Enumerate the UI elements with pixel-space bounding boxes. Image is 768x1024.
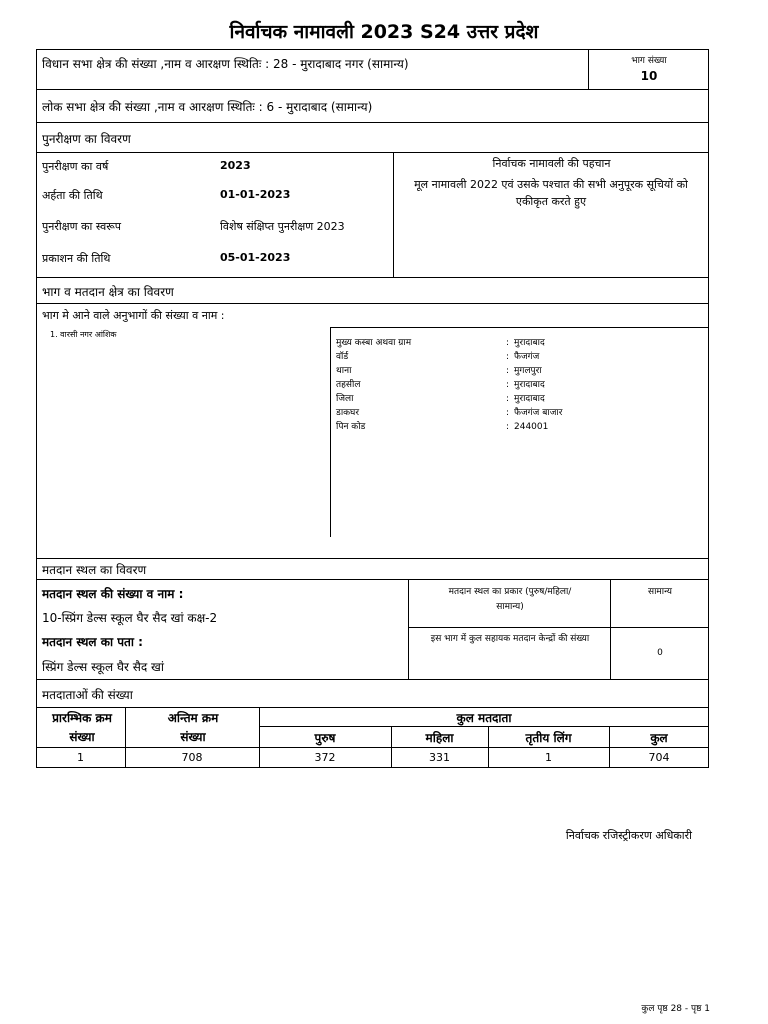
revision-year-label: पुनरीक्षण का वर्ष: [42, 160, 109, 173]
page-footer: कुल पृष्ठ 28 - पृष्ठ 1: [641, 1004, 710, 1014]
detail-row-district: जिला : मुरादाबाद: [336, 394, 545, 404]
auxiliary-stations-value: 0: [657, 648, 663, 658]
revision-heading-row: [36, 122, 709, 153]
revision-type-label: पुनरीक्षण का स्वरूप: [42, 220, 122, 233]
col-third-gender: तृतीय लिंग: [525, 731, 572, 745]
detail-row-pin-code: पिन कोड : 244001: [336, 422, 549, 432]
lok-sabha-constituency: लोक सभा क्षेत्र की संख्या ,नाम व आरक्षण स्थितिः : 6 - मुरादाबाद (सामान्य): [42, 100, 373, 114]
page-title: निर्वाचक नामावली 2023 S24 उत्तर प्रदेश: [229, 21, 539, 43]
sections-subheading: भाग मे आने वाले अनुभागों की संख्या व नाम :: [42, 309, 225, 322]
part-number: 10: [640, 69, 658, 83]
polling-heading: मतदान स्थल का विवरण: [42, 563, 147, 577]
polling-station-label: मतदान स्थल की संख्या व नाम :: [42, 587, 184, 601]
area-details-table: [336, 336, 562, 434]
polling-address-label: मतदान स्थल का पता :: [42, 635, 143, 649]
detail-row-town: मुख्य कस्बा अथवा ग्राम : मुरादाबाद: [336, 338, 545, 348]
col-total: कुल: [650, 731, 668, 745]
station-type-label: मतदान स्थल का प्रकार (पुरुष/महिला/सामान्य): [448, 587, 572, 612]
detail-row-post-office: डाकघर : फैजगंज बाजार: [336, 408, 563, 418]
cell-start-serial: 1: [77, 751, 84, 764]
polling-address-value: स्प्रिंग डेल्स स्कूल घैर सैद खां: [42, 660, 164, 674]
qualifying-date-value: 01-01-2023: [220, 188, 291, 201]
cell-total: 704: [648, 751, 670, 764]
section-item: 1. वारसी नगर आंशिक: [50, 330, 117, 339]
detail-row-tehsil: तहसील : मुरादाबाद: [336, 380, 545, 390]
polling-station-value: 10-स्प्रिंग डेल्स स्कूल घैर सैद खां कक्ष-2: [42, 611, 218, 625]
detail-row-ward: वॉर्ड : फैजगंज: [336, 352, 540, 362]
auxiliary-stations-label: इस भाग में कुल सहायक मतदान केन्द्रों की संख्या: [430, 634, 590, 644]
publication-date-value: 05-01-2023: [220, 251, 291, 264]
roll-identity-text: मूल नामावली 2022 एवं उसके पश्चात की सभी अनुपूरक सूचियों को एकीकृत करते हुए: [414, 178, 688, 208]
signature-designation: निर्वाचक रजिस्ट्रीकरण अधिकारी: [565, 829, 692, 842]
voters-heading: मतदाताओं की संख्या: [42, 688, 133, 702]
col-male: पुरुष: [314, 731, 336, 745]
cell-third-gender: 1: [545, 751, 552, 764]
revision-year-value: 2023: [220, 159, 251, 172]
detail-row-police-station: थाना : मुगलपुरा: [336, 366, 542, 376]
assembly-constituency: विधान सभा क्षेत्र की संख्या ,नाम व आरक्षण स्थितिः : 28 - मुरादाबाद नगर (सामान्य): [42, 57, 409, 71]
col-end-serial: अन्तिम क्रम संख्या: [167, 711, 219, 744]
voters-heading-row: [36, 679, 709, 708]
cell-female: 331: [429, 751, 450, 764]
revision-heading: पुनरीक्षण का विवरण: [42, 132, 131, 146]
revision-type-value: विशेष संक्षिप्त पुनरीक्षण 2023: [220, 220, 345, 233]
part-area-heading: भाग व मतदान क्षेत्र का विवरण: [42, 285, 174, 299]
qualifying-date-label: अर्हता की तिथि: [42, 189, 103, 202]
part-number-label: भाग संख्या: [631, 56, 667, 66]
publication-date-label: प्रकाशन की तिथि: [42, 252, 111, 265]
col-female: महिला: [425, 731, 454, 745]
roll-identity-heading: निर्वाचक नामावली की पहचान: [492, 157, 611, 170]
cell-male: 372: [314, 751, 336, 764]
station-type-value: सामान्य: [647, 587, 672, 597]
cell-end-serial: 708: [181, 751, 203, 764]
col-start-serial: प्रारम्भिक क्रम संख्या: [52, 711, 112, 744]
col-total-voters-group: कुल मतदाता: [456, 711, 512, 725]
